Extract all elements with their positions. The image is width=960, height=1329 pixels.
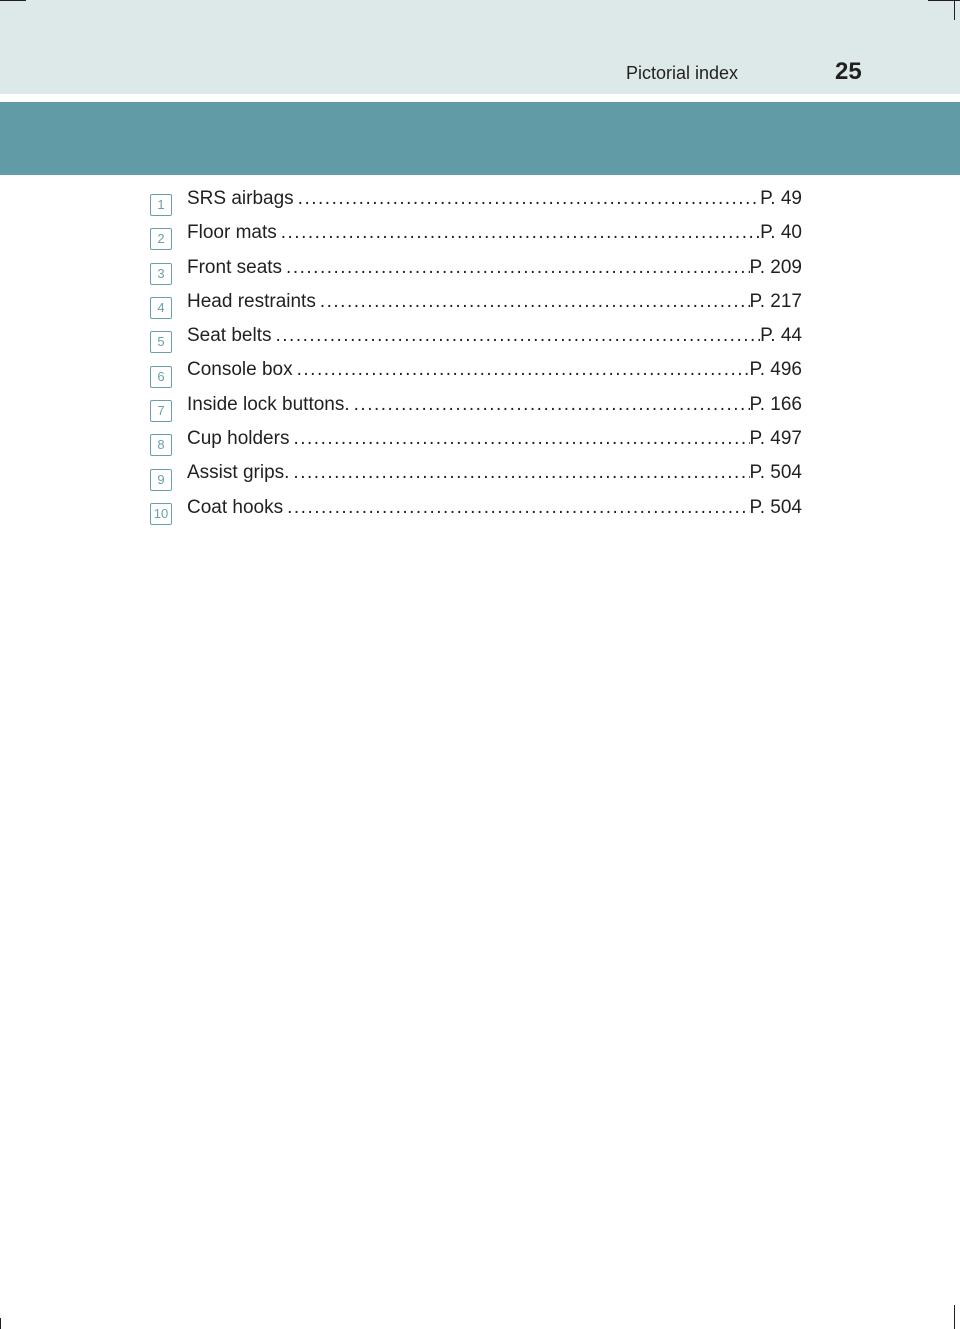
page-reference[interactable]: P. 209 <box>749 256 802 278</box>
page-reference[interactable]: P. 497 <box>749 428 802 450</box>
dot-leader <box>293 359 750 381</box>
number-badge: 10 <box>150 503 172 525</box>
page-reference[interactable]: P. 496 <box>749 359 802 381</box>
index-entry[interactable] <box>150 188 802 222</box>
header-color-band <box>0 102 960 175</box>
index-entry[interactable] <box>150 325 802 359</box>
crop-mark-bottom-right <box>954 1305 955 1329</box>
index-entry[interactable] <box>150 257 802 291</box>
header-divider <box>0 94 960 102</box>
entry-label: Inside lock buttons. <box>187 393 350 415</box>
crop-mark-top-left <box>0 0 26 1</box>
header-background <box>0 0 960 94</box>
crop-mark-top-right-v <box>954 0 955 20</box>
entry-label: Head restraints <box>187 290 316 312</box>
dot-leader <box>294 188 760 210</box>
dot-leader <box>289 428 749 450</box>
index-entry[interactable] <box>150 394 802 428</box>
entry-label: Console box <box>187 359 293 381</box>
number-badge: 6 <box>150 366 172 388</box>
index-entry[interactable] <box>150 222 802 256</box>
number-badge: 8 <box>150 434 172 456</box>
entry-label: Coat hooks <box>187 496 284 518</box>
entry-label: SRS airbags <box>187 188 294 209</box>
entry-label: Seat belts <box>187 325 272 347</box>
page-reference[interactable]: P. 166 <box>749 393 802 415</box>
dot-leader <box>350 394 750 416</box>
number-badge: 1 <box>150 194 172 216</box>
page-number: 25 <box>835 58 862 85</box>
number-badge: 5 <box>150 331 172 353</box>
page-reference[interactable]: P. 40 <box>760 222 802 244</box>
dot-leader <box>289 462 749 484</box>
number-badge: 2 <box>150 228 172 250</box>
number-badge: 7 <box>150 400 172 422</box>
section-title: Pictorial index <box>626 63 739 83</box>
dot-leader <box>282 257 749 279</box>
dot-leader <box>283 497 749 519</box>
page-reference[interactable]: P. 217 <box>749 290 802 312</box>
dot-leader <box>277 222 760 244</box>
index-entry[interactable] <box>150 428 802 462</box>
entry-label: Front seats <box>187 256 283 278</box>
number-badge: 4 <box>150 297 172 319</box>
page-reference[interactable]: P. 44 <box>760 325 802 347</box>
dot-leader <box>316 291 750 313</box>
page-reference[interactable]: P. 49 <box>760 188 802 209</box>
number-badge: 9 <box>150 469 172 491</box>
index-entry[interactable] <box>150 462 802 496</box>
number-badge: 3 <box>150 263 172 285</box>
dot-leader <box>272 325 761 347</box>
index-entry[interactable] <box>150 497 802 531</box>
entry-label: Floor mats <box>187 222 277 244</box>
crop-mark-top-right-h <box>928 0 960 1</box>
pictorial-index-list <box>150 188 802 531</box>
page-reference[interactable]: P. 504 <box>749 462 802 484</box>
index-entry[interactable] <box>150 359 802 393</box>
entry-label: Assist grips. <box>187 462 290 484</box>
crop-mark-bottom-left <box>0 1318 1 1329</box>
page-reference[interactable]: P. 504 <box>749 496 802 518</box>
entry-label: Cup holders <box>187 428 290 450</box>
index-entry[interactable] <box>150 291 802 325</box>
